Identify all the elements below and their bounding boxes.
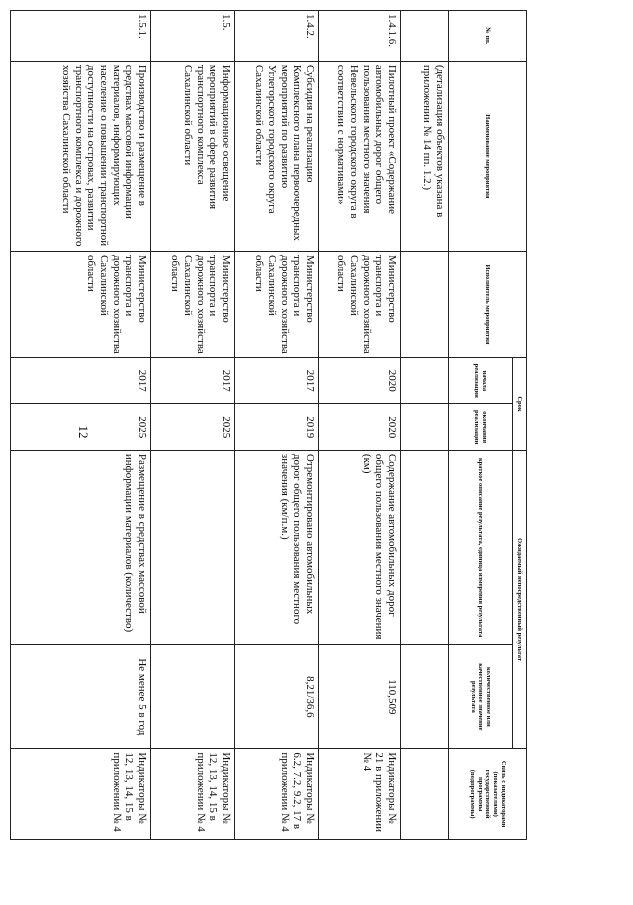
cell-executor: Министерство транспорта и дорожного хозяйства Сахалинской области: [319, 251, 401, 357]
cell-executor: [401, 251, 449, 357]
cell-name: Производство и размещение в средствах массовой информации материалов, информирующих население о повышении транспортной доступности на островах, развитии транспортного комплекса и дорожного хозяйства Сахалинской области: [11, 61, 151, 251]
cell-name: Субсидия на реализацию Комплексного плана первоочередных мероприятий по развитию Углегорского городского округа Сахалинской области: [235, 61, 319, 251]
cell-desc: Размещение в средствах массовой информации материалов (количество): [11, 450, 151, 645]
cell-desc: Отремонтировано автомобильных дорог общего пользования местного значения (км/п.м.): [235, 450, 319, 645]
cell-num: 1.4.1.6.: [319, 11, 401, 62]
cell-num: 1.5.: [151, 11, 235, 62]
cell-start: 2017: [151, 358, 235, 404]
cell-value: [401, 645, 449, 749]
cell-start: [401, 358, 449, 404]
cell-end: 2025: [151, 404, 235, 450]
header-term-end: окончания реализации: [449, 404, 513, 450]
cell-start: 2017: [235, 358, 319, 404]
table-row: [401, 11, 449, 840]
cell-link: Индикаторы № 12, 13, 14, 15 в приложении № 4: [151, 749, 235, 840]
cell-name: Информационное освещение мероприятий в сфере развития транспортного комплекса Сахалинской области: [151, 61, 235, 251]
cell-desc: [401, 450, 449, 645]
cell-end: 2025: [11, 404, 151, 450]
header-result: Ожидаемый непосредственный результат: [513, 450, 527, 748]
table-row: [11, 11, 151, 840]
cell-executor: Министерство транспорта и дорожного хозяйства Сахалинской области: [11, 251, 151, 357]
cell-value: 8,21/36,6: [235, 645, 319, 749]
header-term-start: начала реализации: [449, 358, 513, 404]
table-row: [235, 11, 319, 840]
header-result-value: количественное или качественное значение результата: [449, 645, 513, 749]
header-link: Связь с индикаторами (показателями) государственной программы (подпрограммы): [449, 749, 527, 840]
page-number: 12: [76, 425, 91, 439]
cell-num: 1.5.1.: [11, 11, 151, 62]
measures-table: [10, 10, 527, 840]
cell-executor: Министерство транспорта и дорожного хозяйства Сахалинской области: [151, 251, 235, 357]
table-row: [151, 11, 235, 840]
cell-start: 2017: [11, 358, 151, 404]
header-executor: Исполнитель мероприятия: [449, 251, 527, 357]
cell-executor: Министерство транспорта и дорожного хозяйства Сахалинской области: [235, 251, 319, 357]
cell-end: 2020: [319, 404, 401, 450]
header-num: № пп.: [449, 11, 527, 62]
header-row-1: [513, 11, 527, 840]
cell-desc: Содержание автомобильных дорог общего пользования местного значения (км): [319, 450, 401, 645]
cell-value: 110,509: [319, 645, 401, 749]
cell-end: 2019: [235, 404, 319, 450]
header-name: Наименование мероприятия: [449, 61, 527, 251]
rotated-table-container: [22, 10, 527, 833]
cell-link: [401, 749, 449, 840]
header-result-desc: краткое описание результата, единица измерения результата: [449, 450, 513, 645]
cell-start: 2020: [319, 358, 401, 404]
cell-num: [401, 11, 449, 62]
cell-link: Индикаторы № 21 в приложении № 4: [319, 749, 401, 840]
table-row: [319, 11, 401, 840]
cell-value: Не менее 5 в год: [11, 645, 151, 749]
header-term: Срок: [513, 358, 527, 451]
cell-name: (детализация объектов указана в приложении № 14 пп. 1.2.): [401, 61, 449, 251]
cell-end: [401, 404, 449, 450]
cell-name: Пилотный проект «Содержание автомобильных дорог общего пользования местного значения Невельского городского округа в соответствии с нормативами»: [319, 61, 401, 251]
cell-desc: [151, 450, 235, 645]
cell-num: 1.4.2.: [235, 11, 319, 62]
cell-link: Индикаторы № 12, 13, 14, 15 в приложении № 4: [11, 749, 151, 840]
cell-value: [151, 645, 235, 749]
cell-link: Индикаторы № 6.2, 7.2, 9.2, 17 в приложении № 4: [235, 749, 319, 840]
